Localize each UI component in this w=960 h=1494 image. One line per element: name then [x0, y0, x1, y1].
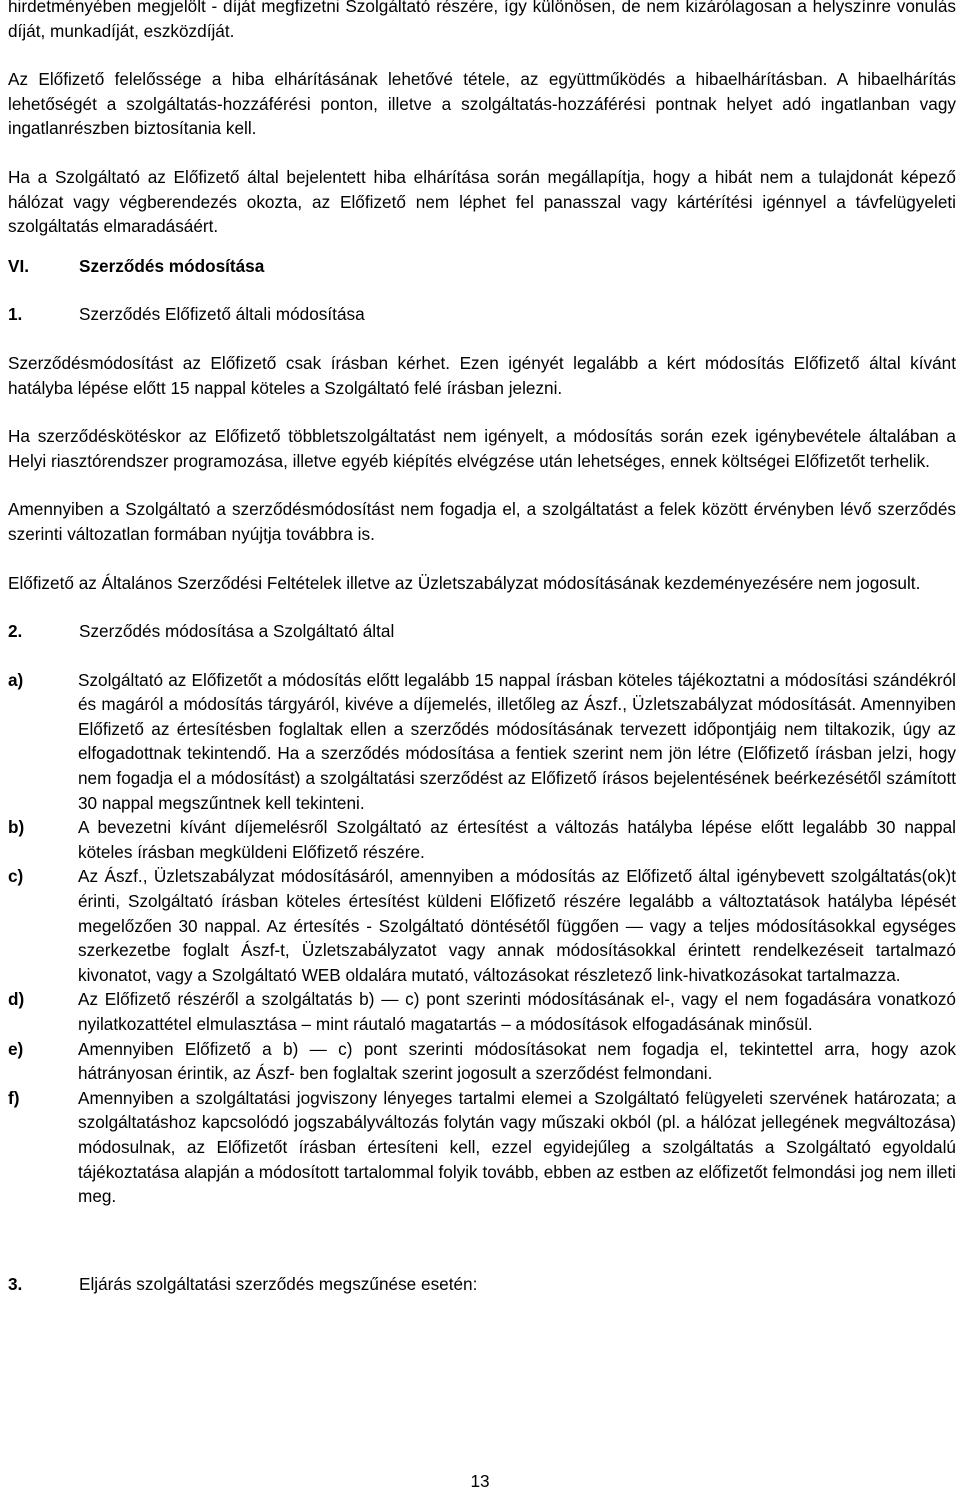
subsection-title: Szerződés Előfizető általi módosítása [79, 304, 365, 325]
list-item-label: d) [8, 989, 25, 1010]
list-item-text: Az Előfizető részéről a szolgáltatás b) — c) pont szerinti módosításának el-, vagy el nem fogadására vonatkozó nyilatkozattétel elmulasztása – mint ráutaló magatartás – a módosítások elfogadásának minősül. [78, 989, 956, 1034]
subsection-number: 2. [8, 621, 23, 642]
list-item-label: a) [8, 669, 24, 690]
subsection-title: Szerződés módosítása a Szolgáltató által [79, 621, 395, 642]
list-item-text: Amennyiben Előfizető a b) — c) pont szerinti módosításokat nem fogadja el, tekintettel arra, hogy azok hátrányosan érintik, az Ászf- ben foglaltak szerint jogosult a szerződést felmondani. [78, 1038, 956, 1084]
list-item-text: A bevezetni kívánt díjemelésről Szolgáltató az értesítést a változás hatályba lépése előtt legalább 30 nappal köteles írásban megküldeni Előfizető részére. [78, 817, 956, 862]
list-item [8, 668, 956, 816]
subsection-heading [8, 302, 956, 327]
list-item [8, 1086, 956, 1209]
document-page [8, 0, 956, 1296]
page-number: 13 [470, 1471, 490, 1491]
subsection-number: 3. [8, 1273, 23, 1294]
section-heading [8, 254, 956, 279]
subsection-number: 1. [8, 304, 23, 325]
subsection-title: Eljárás szolgáltatási szerződés megszűnése esetén: [79, 1273, 478, 1294]
modification-list [8, 668, 956, 1209]
list-item-text: Amennyiben a szolgáltatási jogviszony lényeges tartalmi elemei a Szolgáltató felügyeleti szervének határozata; a szolgáltatáshoz kapcsolódó jogszabályváltozás folytán vagy műszaki okból (pl. a hálózat jellegének megváltozása) módosulnak, az Előfizetőt írásban értesíteni kell, ezzel egyidejűleg a szolgáltatás a Szolgáltató egyoldalú tájékoztatása alapján a módosított tartalommal folyik tovább, ebben az estben az előfizetőt felmondási jog nem illeti meg. [78, 1087, 956, 1207]
list-item [8, 815, 956, 864]
list-item [8, 987, 956, 1036]
list-item [8, 1037, 956, 1086]
list-item-text: Az Ászf., Üzletszabályzat módosításáról, amennyiben a módosítás az Előfizető által igénybevett szolgáltatás(ok)t érinti, Szolgáltató írásban köteles értesítést küldeni Előfizető részére legalább a változtatások hatályba lépését megelőzően 30 nappal. Az értesítés - Szolgáltató döntésétől függően — vagy a teljes módosításokkal egységes szerkezetbe foglalt Ászf-t, Üzletszabályzatot vagy annak módosításokkal érintett rendelkezéseit tartalmazó kivonatot, vagy a Szolgáltató WEB oldalára mutató, változásokat részletező link-hivatkozásokat tartalmazza. [78, 866, 956, 985]
section-number: VI. [8, 255, 30, 276]
list-item-label: b) [8, 817, 25, 838]
paragraph: Előfizető az Általános Szerződési Feltételek illetve az Üzletszabályzat módosításának kezdeményezésére nem jogosult. [8, 572, 921, 593]
paragraph: Amennyiben a Szolgáltató a szerződésmódosítást nem fogadja el, a szolgáltatást a felek között érvényben lévő szerződés szerinti változatlan formában nyújtja továbbra is. [8, 499, 956, 544]
paragraph: hirdetményében megjelölt - díját megfizetni Szolgáltató részére, így különösen, de nem kizárólagosan a helyszínre vonulás díját, munkadíját, eszközdíját. [8, 0, 956, 41]
paragraph: Ha szerződéskötéskor az Előfizető többletszolgáltatást nem igényelt, a módosítás során ezek igénybevétele általában a Helyi riasztórendszer programozása, illetve egyéb kiépítés elvégzése után lehetséges, ennek költségei Előfizetőt terhelik. [8, 426, 956, 471]
list-item [8, 864, 956, 987]
paragraph: Az Előfizető felelőssége a hiba elhárításának lehetővé tétele, az együttműködés a hibaelhárításban. A hibaelhárítás lehetőségét a szolgáltatás-hozzáférési ponton, illetve a szolgáltatás-hozzáférési pontnak helyet adó ingatlanban vagy ingatlanrészben biztosítania kell. [8, 69, 956, 139]
subsection-heading [8, 1272, 956, 1297]
subsection-heading [8, 619, 956, 644]
list-item-label: c) [8, 866, 24, 887]
list-item-text: Szolgáltató az Előfizetőt a módosítás előtt legalább 15 nappal írásban köteles tájékoztatni a módosítási szándékról és magáról a módosítás tárgyáról, kivéve a díjemelés, illetőleg az Ászf., Üzletszabályzat módosítását. Amennyiben Előfizető az értesítésben foglaltak ellen a szerződés módosításának tervezett időpontjáig nem tiltakozik, úgy az elfogadottnak tekintendő. Ha a szerződés módosítása a fentiek szerint nem jön létre (Előfizető írásban jelzi, hogy nem fogadja el a módosítást) a szolgáltatási szerződést az Előfizető írásos bejelentésének beérkezésétől számított 30 nappal megszűntnek kell tekinteni. [78, 669, 956, 813]
list-item-label: f) [8, 1087, 20, 1108]
paragraph: Szerződésmódosítást az Előfizető csak írásban kérhet. Ezen igényét legalább a kért módosítás Előfizető által kívánt hatályba lépése előtt 15 nappal köteles a Szolgáltató felé írásban jelezni. [8, 352, 956, 398]
list-item-label: e) [8, 1038, 24, 1059]
paragraph: Ha a Szolgáltató az Előfizető által bejelentett hiba elhárítása során megállapítja, hogy a hibát nem a tulajdonát képező hálózat vagy végberendezés okozta, az Előfizető nem léphet fel panasszal vagy kártérítési igénnyel a távfelügyeleti szolgáltatás elmaradásáért. [8, 166, 956, 237]
section-title: Szerződés módosítása [79, 255, 265, 276]
